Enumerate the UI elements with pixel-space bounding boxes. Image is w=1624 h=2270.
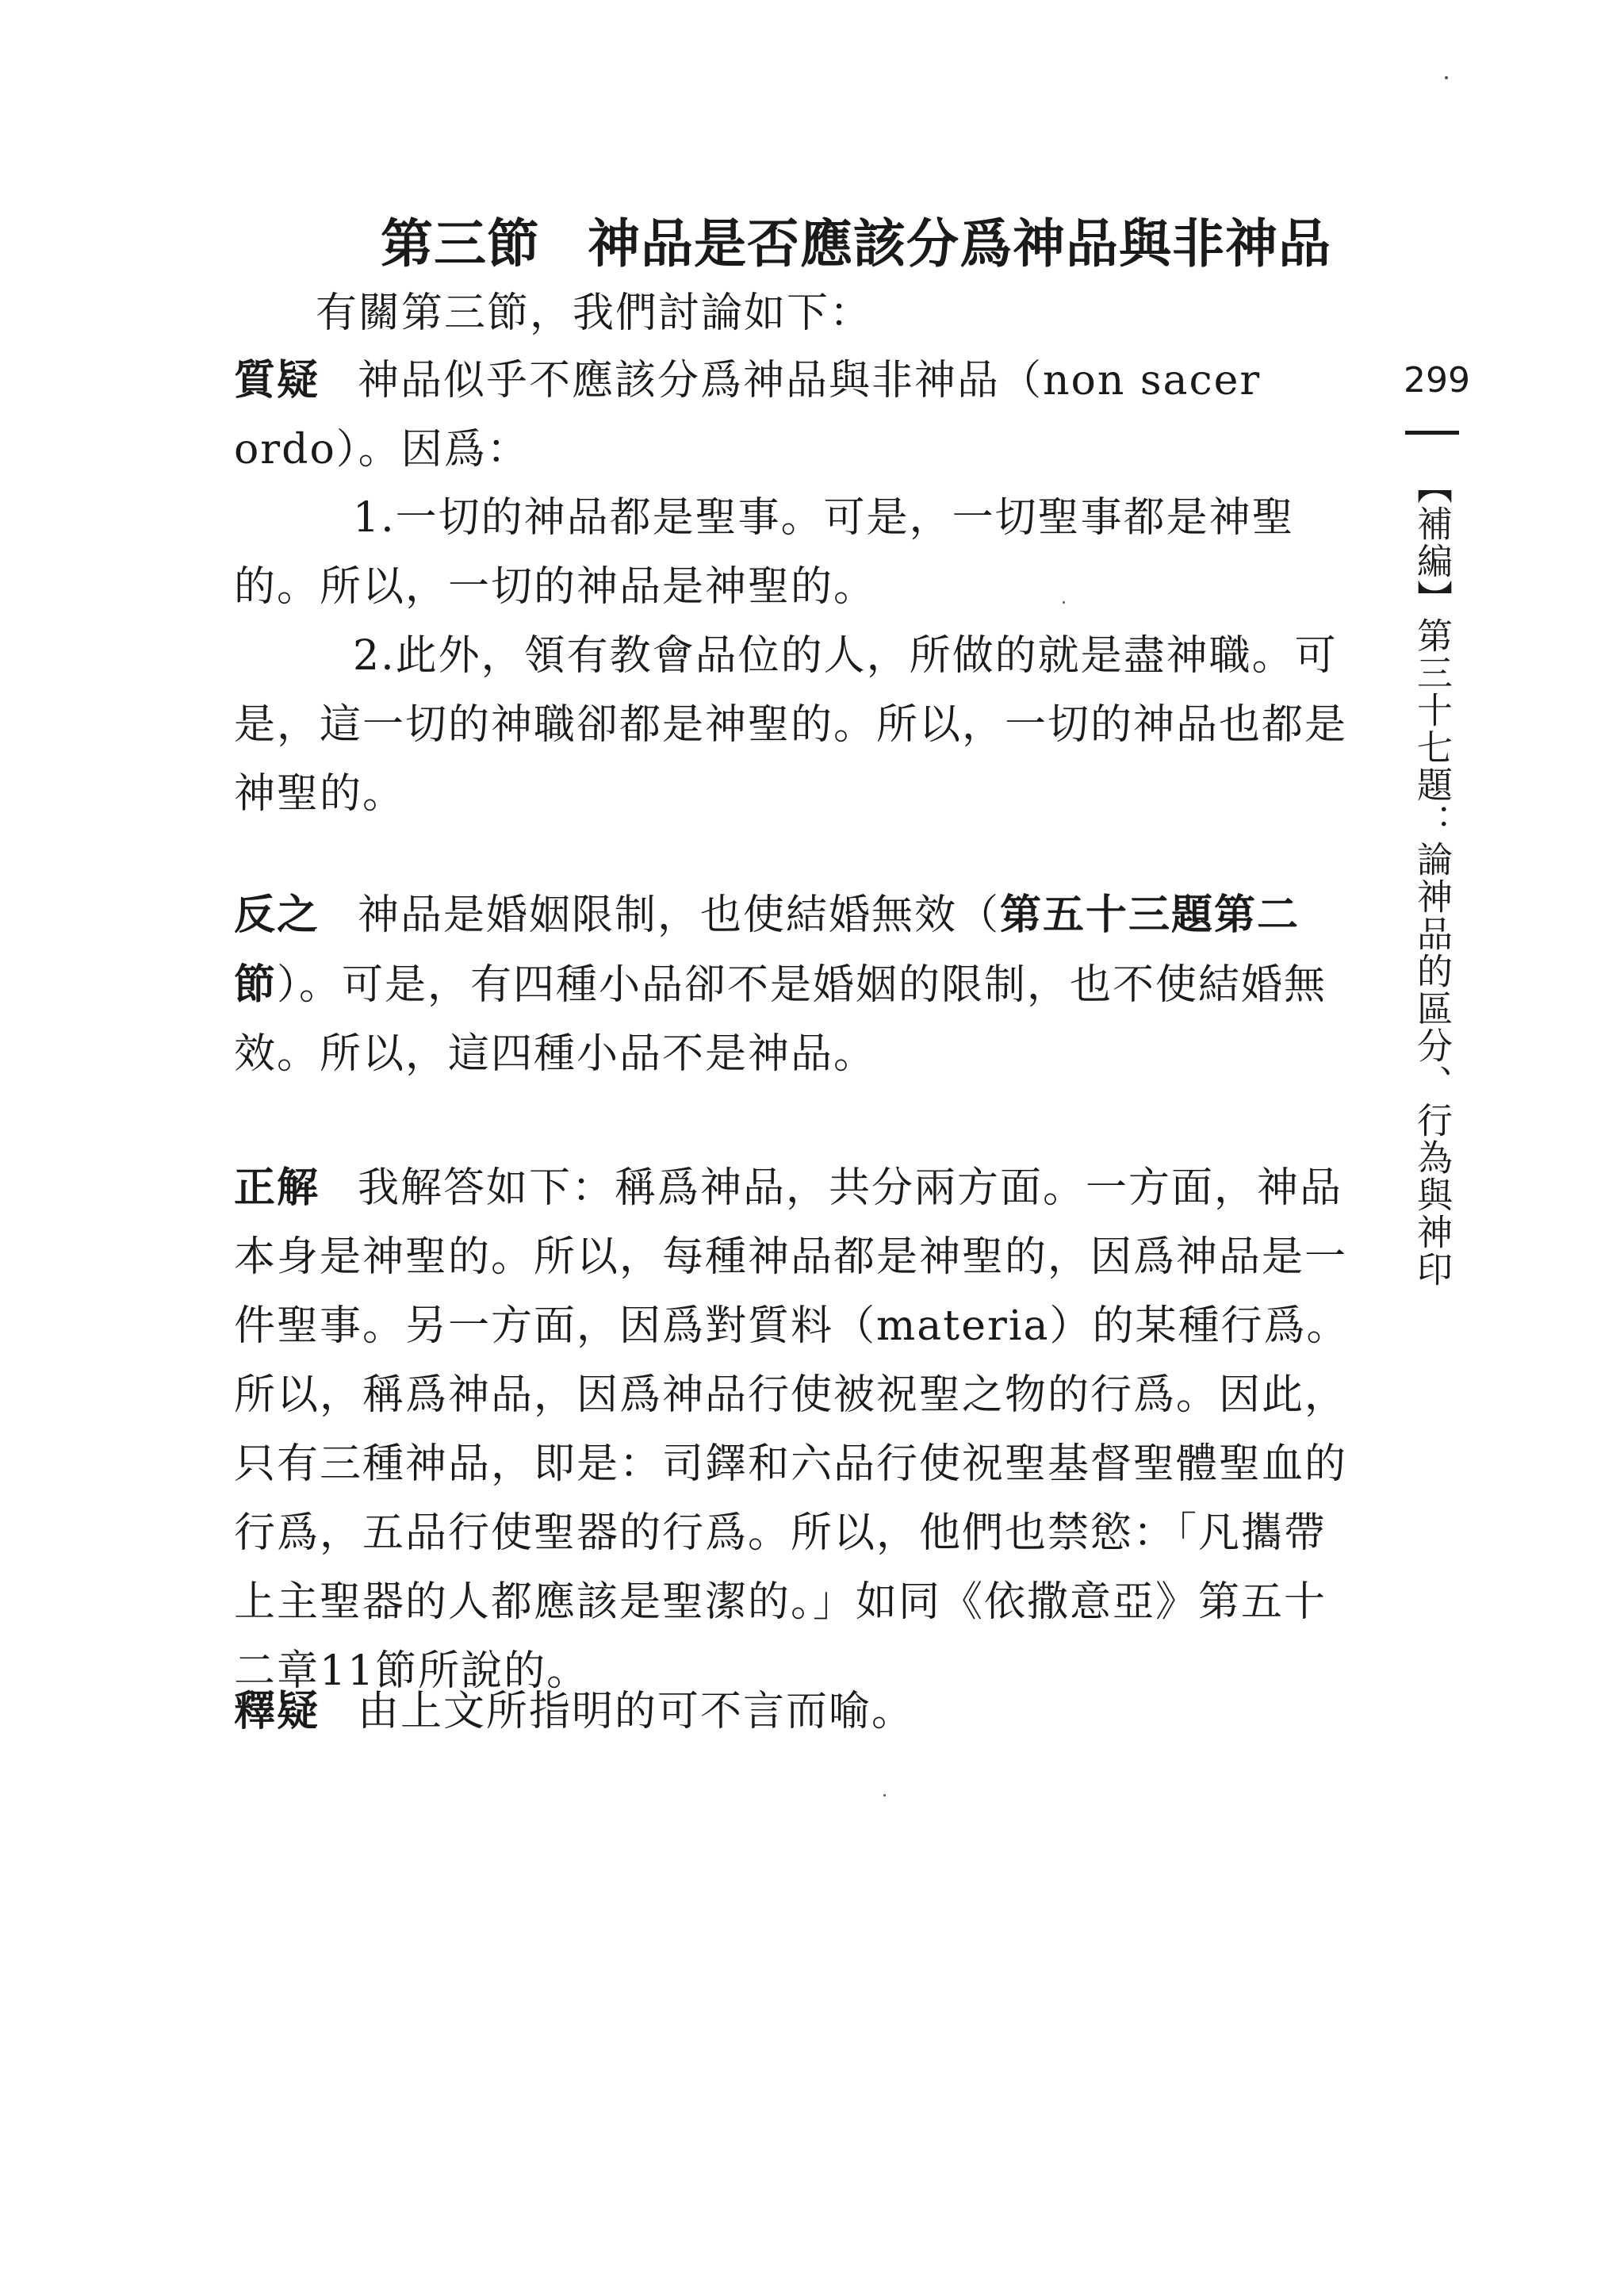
scan-speck	[1445, 76, 1448, 79]
objection-point-2: 2.此外，領有教會品位的人，所做的就是盡神職。可是，這一切的神職卻都是神聖的。所以，一切的神品也都是神聖的。	[234, 632, 1348, 818]
contra-text-before: 神品是婚姻限制，也使結婚無效（	[358, 892, 1001, 939]
scan-speck	[1063, 601, 1065, 604]
objection-point-1: 1.一切的神品都是聖事。可是，一切聖事都是神聖的。所以，一切的神品是神聖的。	[234, 494, 1295, 611]
objection-text: 神品似乎不應該分爲神品與非神品（non sacer ordo）。因爲：	[234, 357, 1262, 474]
solution-paragraph	[234, 1154, 1368, 1706]
contra-reference: 第五十三題第二節	[234, 891, 1300, 1009]
section-number: 第三節	[381, 213, 540, 274]
objection-label: 質疑	[234, 357, 320, 405]
contra-label: 反之	[234, 892, 320, 939]
scan-speck	[883, 1794, 886, 1796]
reply-text: 由上文所指明的可不言而喻。	[358, 1688, 915, 1735]
page-number: 299	[1404, 360, 1470, 401]
section-title	[381, 208, 1331, 279]
objection-paragraph	[234, 347, 1368, 485]
solution-text: 我解答如下：稱爲神品，共分兩方面。一方面，神品本身是神聖的。所以，每種神品都是神聖的，因爲神品是一件聖事。另一方面，因爲對質料（materia）的某種行爲。所以，稱爲神品，因爲神品行使被祝聖之物的行爲。因此，只有三種神品，即是：司鐸和六品行使祝聖基督聖體聖血的行爲，五品行使聖器的行爲。所以，他們也禁慾：	[234, 1164, 1350, 1557]
reply-block	[234, 1678, 1368, 1747]
contra-paragraph	[234, 880, 1368, 1089]
contra-text-after: ）。可是，有四種小品卻不是婚姻的限制，也不使結婚無效。所以，這四種小品不是神品。	[234, 961, 1327, 1078]
intro-line: 有關第三節，我們討論如下：	[316, 290, 873, 337]
section-heading: 神品是否應該分爲神品與非神品	[588, 213, 1331, 274]
solution-block	[234, 1154, 1368, 1706]
running-head: 【補編】第三十七題：論神品的區分、行為與神印	[1411, 468, 1453, 1288]
solution-quote: 「凡攜帶上主聖器的人都應該是聖潔的。」	[234, 1509, 1327, 1626]
solution-text-after: 如同《依撒意亞》第五十二章11節所說的。	[234, 1578, 1327, 1695]
reply-label: 釋疑	[234, 1688, 320, 1735]
reply-paragraph	[234, 1678, 1368, 1747]
contra-block	[234, 880, 1368, 1089]
margin-divider	[1405, 431, 1459, 435]
objection-block	[234, 347, 1368, 485]
solution-label: 正解	[234, 1164, 320, 1212]
